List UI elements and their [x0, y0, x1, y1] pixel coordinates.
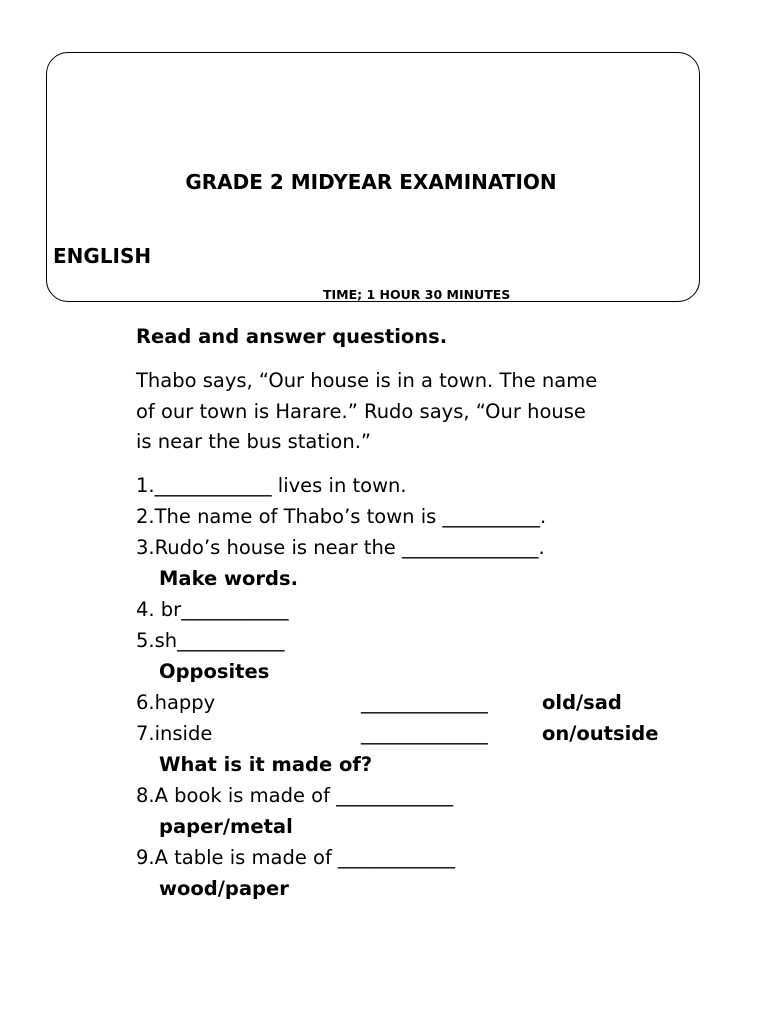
question-8: 8.A book is made of ____________	[136, 783, 454, 807]
exam-title: GRADE 2 MIDYEAR EXAMINATION	[185, 170, 557, 194]
question-7-word: 7.inside	[136, 721, 213, 745]
exam-content	[136, 322, 736, 904]
question-9: 9.A table is made of ____________	[136, 845, 456, 869]
question-1: 1.____________ lives in town.	[136, 473, 407, 497]
reading-passage	[136, 366, 696, 458]
question-8-choices: paper/metal	[159, 814, 293, 838]
question-7-choices: on/outside	[542, 721, 659, 745]
question-2: 2.The name of Thabo’s town is __________.	[136, 504, 547, 528]
section-heading-made-of: What is it made of?	[159, 752, 373, 776]
passage-line: of our town is Harare.” Rudo says, “Our house	[136, 399, 586, 423]
question-6	[136, 687, 736, 718]
question-4: 4. br___________	[136, 597, 289, 621]
passage-line: Thabo says, “Our house is in a town. The name	[136, 369, 598, 392]
question-3: 3.Rudo’s house is near the ______________.	[136, 535, 545, 559]
question-7	[136, 718, 736, 749]
section-heading-opposites: Opposites	[159, 659, 270, 683]
question-9-choices: wood/paper	[159, 876, 289, 900]
section-heading-make-words: Make words.	[159, 566, 299, 590]
question-5: 5.sh___________	[136, 628, 285, 652]
instruction-heading: Read and answer questions.	[136, 325, 448, 348]
question-7-blank: _____________	[361, 721, 488, 745]
question-6-blank: _____________	[361, 690, 488, 714]
question-list	[136, 470, 736, 904]
exam-header-box	[46, 52, 700, 302]
question-6-choices: old/sad	[542, 690, 622, 714]
passage-line: is near the bus station.”	[136, 430, 371, 453]
exam-time: TIME; 1 HOUR 30 MINUTES	[323, 287, 511, 302]
question-6-word: 6.happy	[136, 690, 216, 714]
exam-subject: ENGLISH	[53, 244, 152, 268]
